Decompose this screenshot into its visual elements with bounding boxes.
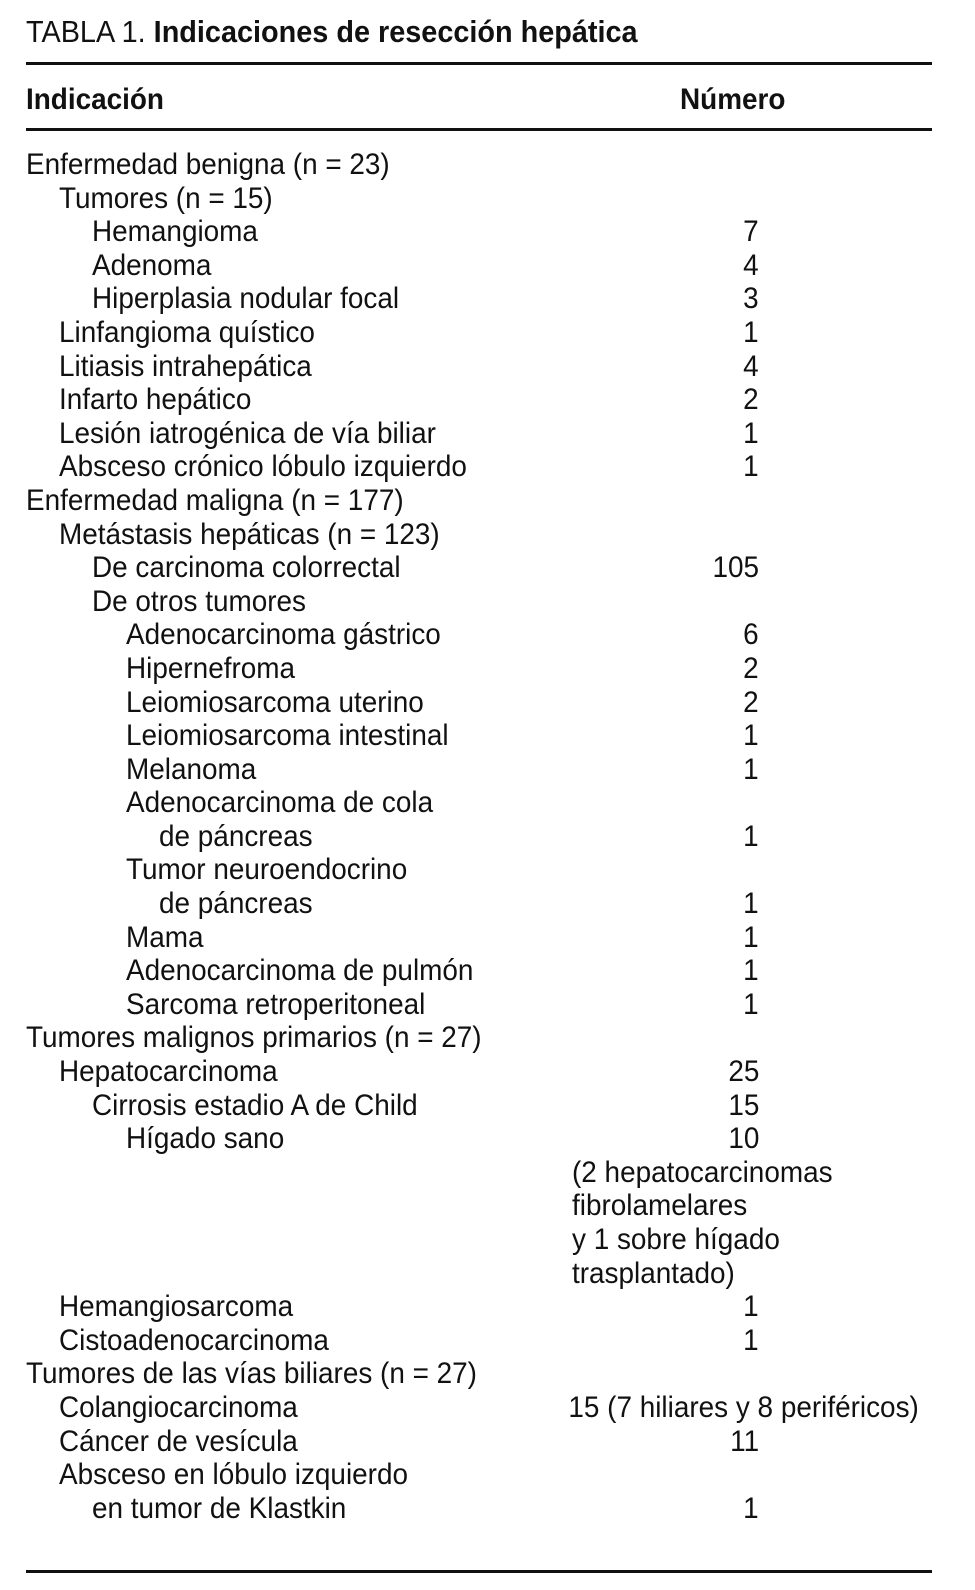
table-row bbox=[26, 350, 932, 384]
row-note: (2 hepatocarcinomas bbox=[572, 1155, 833, 1189]
row-indication: Hepatocarcinoma bbox=[59, 1055, 278, 1089]
table-row bbox=[26, 719, 932, 753]
table-row bbox=[26, 1425, 932, 1459]
table-row bbox=[26, 383, 932, 417]
row-indication: Linfangioma quístico bbox=[59, 315, 315, 349]
row-indication: Colangiocarcinoma bbox=[59, 1390, 298, 1424]
row-number: 1 bbox=[743, 954, 759, 988]
row-indication: Hiperplasia nodular focal bbox=[92, 282, 400, 316]
table-row bbox=[26, 417, 932, 451]
table-row bbox=[26, 921, 932, 955]
table-row-note bbox=[26, 1257, 932, 1291]
table-title bbox=[26, 12, 638, 52]
table-row bbox=[26, 551, 932, 585]
table-row bbox=[26, 316, 932, 350]
row-indication: Adenocarcinoma gástrico bbox=[126, 618, 441, 652]
row-number: 1 bbox=[743, 315, 759, 349]
table-row bbox=[26, 148, 932, 182]
row-indication: Adenocarcinoma de pulmón bbox=[126, 954, 474, 988]
table-row bbox=[26, 853, 932, 887]
row-number: 2 bbox=[743, 685, 759, 719]
table-row bbox=[26, 820, 932, 854]
row-indication: Hemangioma bbox=[92, 215, 258, 249]
table-label: TABLA 1. bbox=[26, 14, 146, 49]
table-row bbox=[26, 1055, 932, 1089]
row-indication: en tumor de Klastkin bbox=[92, 1491, 347, 1525]
row-number: 10 bbox=[727, 1122, 759, 1156]
row-indication: Litiasis intrahepática bbox=[59, 349, 312, 383]
row-number: 1 bbox=[743, 719, 759, 753]
row-number: 1 bbox=[743, 1491, 759, 1525]
table-row bbox=[26, 988, 932, 1022]
row-indication: Enfermedad maligna (n = 177) bbox=[26, 483, 404, 517]
table-row bbox=[26, 1324, 932, 1358]
table-row bbox=[26, 215, 932, 249]
header-number: Número bbox=[680, 83, 786, 116]
row-indication: Cirrosis estadio A de Child bbox=[92, 1088, 418, 1122]
row-number: 7 bbox=[743, 215, 759, 249]
row-number: 25 bbox=[727, 1055, 759, 1089]
table-row bbox=[26, 450, 932, 484]
row-number: 1 bbox=[743, 450, 759, 484]
row-number: 15 bbox=[727, 1088, 759, 1122]
row-indication: Metástasis hepáticas (n = 123) bbox=[59, 517, 440, 551]
row-number: 11 bbox=[730, 1424, 759, 1458]
row-number: 1 bbox=[743, 920, 759, 954]
row-indication: Tumores malignos primarios (n = 27) bbox=[26, 1021, 482, 1055]
table-row bbox=[26, 1122, 932, 1156]
top-rule bbox=[26, 62, 932, 65]
table-row bbox=[26, 786, 932, 820]
row-indication: Adenoma bbox=[92, 248, 212, 282]
row-number: 1 bbox=[743, 1290, 759, 1324]
row-indication: de páncreas bbox=[159, 819, 313, 853]
table-row bbox=[26, 484, 932, 518]
row-indication: Adenocarcinoma de cola bbox=[126, 786, 434, 820]
row-indication: Hipernefroma bbox=[126, 651, 296, 685]
row-indication: Tumor neuroendocrino bbox=[126, 853, 408, 887]
row-number: 1 bbox=[743, 819, 759, 853]
row-indication: Tumores de las vías biliares (n = 27) bbox=[26, 1357, 477, 1391]
table-row bbox=[26, 1021, 932, 1055]
row-number: 105 bbox=[712, 551, 759, 585]
row-indication: Absceso crónico lóbulo izquierdo bbox=[59, 450, 467, 484]
row-number: 1 bbox=[743, 887, 759, 921]
row-indication: Sarcoma retroperitoneal bbox=[126, 987, 426, 1021]
header-indication: Indicación bbox=[26, 83, 164, 116]
bottom-rule bbox=[26, 1570, 932, 1573]
table-row bbox=[26, 1290, 932, 1324]
row-number: 4 bbox=[743, 248, 759, 282]
row-indication: Cáncer de vesícula bbox=[59, 1424, 298, 1458]
row-indication: Leiomiosarcoma uterino bbox=[126, 685, 424, 719]
table-caption: Indicaciones de resección hepática bbox=[153, 14, 638, 49]
row-indication: Melanoma bbox=[126, 752, 257, 786]
row-indication: de páncreas bbox=[159, 887, 313, 921]
row-number: 1 bbox=[743, 987, 759, 1021]
table-row-note bbox=[26, 1156, 932, 1190]
table-row bbox=[26, 887, 932, 921]
table-row bbox=[26, 618, 932, 652]
row-number: 2 bbox=[743, 383, 759, 417]
table-row bbox=[26, 686, 932, 720]
row-note: y 1 sobre hígado bbox=[572, 1223, 780, 1256]
header-rule bbox=[26, 128, 932, 131]
table-row bbox=[26, 249, 932, 283]
table-row bbox=[26, 954, 932, 988]
row-number: 3 bbox=[743, 282, 759, 316]
row-indication: Hígado sano bbox=[126, 1122, 285, 1156]
table-row bbox=[26, 1391, 932, 1425]
row-indication: Hemangiosarcoma bbox=[59, 1290, 294, 1324]
table-row bbox=[26, 652, 932, 686]
row-indication: Infarto hepático bbox=[59, 383, 252, 417]
table-row bbox=[26, 1458, 932, 1492]
table-row bbox=[26, 1089, 932, 1123]
table-row bbox=[26, 753, 932, 787]
table-row bbox=[26, 282, 932, 316]
table-row-note bbox=[26, 1189, 932, 1223]
table-row-note bbox=[26, 1223, 932, 1257]
row-indication: Tumores (n = 15) bbox=[59, 181, 273, 215]
row-note: fibrolamelares bbox=[572, 1189, 748, 1223]
row-indication: De otros tumores bbox=[92, 584, 306, 618]
table-row bbox=[26, 518, 932, 552]
row-number: 1 bbox=[743, 416, 759, 450]
row-note: trasplantado) bbox=[572, 1256, 735, 1290]
table-row bbox=[26, 1357, 932, 1391]
row-indication: De carcinoma colorrectal bbox=[92, 551, 401, 585]
row-number: 6 bbox=[743, 618, 759, 652]
row-number: 1 bbox=[743, 1323, 759, 1357]
table-body bbox=[26, 148, 932, 1525]
row-indication: Absceso en lóbulo izquierdo bbox=[59, 1458, 408, 1492]
row-indication: Lesión iatrogénica de vía biliar bbox=[59, 416, 436, 450]
row-number: 2 bbox=[743, 651, 759, 685]
table-row bbox=[26, 1492, 932, 1526]
row-number: 1 bbox=[743, 752, 759, 786]
row-indication: Cistoadenocarcinoma bbox=[59, 1323, 329, 1357]
row-indication: Enfermedad benigna (n = 23) bbox=[26, 148, 390, 181]
row-indication: Leiomiosarcoma intestinal bbox=[126, 719, 449, 753]
table-row bbox=[26, 182, 932, 216]
table-row bbox=[26, 585, 932, 619]
row-indication: Mama bbox=[126, 920, 204, 954]
row-number: 15 (7 hiliares y 8 periféricos) bbox=[568, 1390, 919, 1424]
row-number: 4 bbox=[743, 349, 759, 383]
